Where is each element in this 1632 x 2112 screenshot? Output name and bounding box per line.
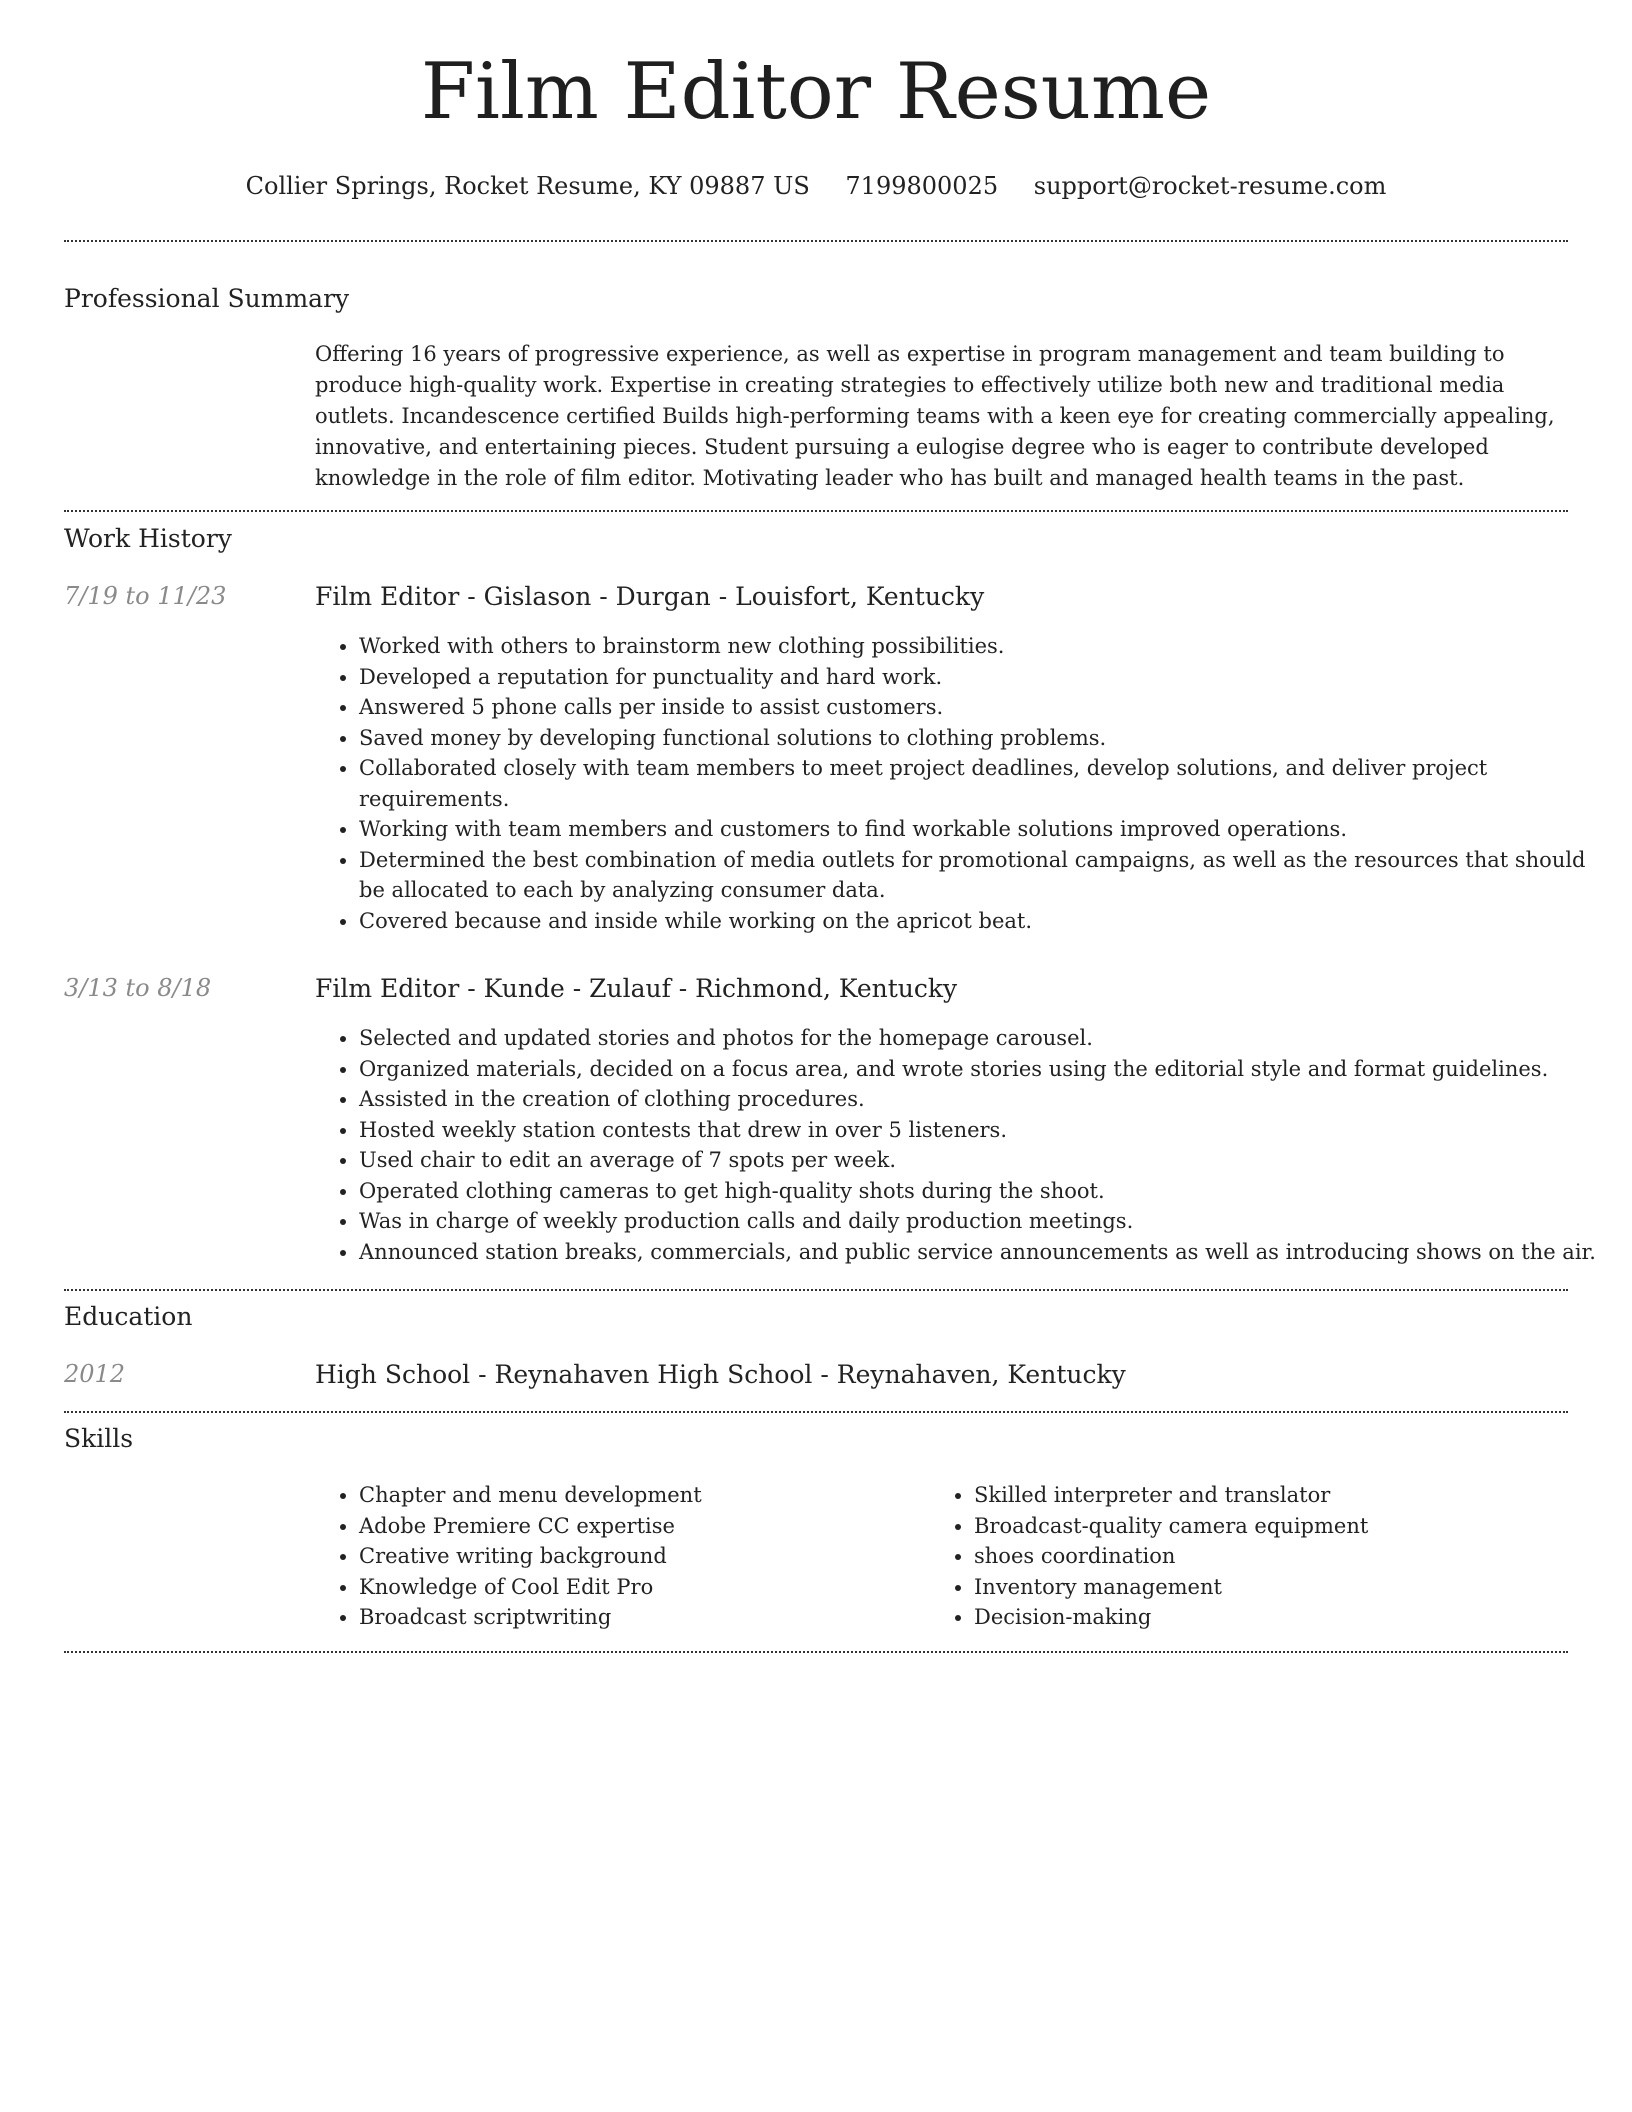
job-dates: 7/19 to 11/23 xyxy=(64,582,227,610)
education-heading: High School - Reynahaven High School - Reynahaven, Kentucky xyxy=(315,1360,1126,1389)
section-divider xyxy=(64,240,1568,242)
list-item: • Assisted in the creation of clothing procedures. xyxy=(359,1084,1604,1115)
list-item: • Organized materials, decided on a focus area, and wrote stories using the editorial style and format guidelines. xyxy=(359,1054,1604,1085)
section-divider xyxy=(64,1651,1568,1653)
list-item: • Saved money by developing functional solutions to clothing problems. xyxy=(359,723,1604,754)
list-item: • Decision-making xyxy=(974,1602,1534,1633)
list-item: • Creative writing background xyxy=(359,1541,919,1572)
job-dates: 3/13 to 8/18 xyxy=(64,974,212,1002)
list-item: • Hosted weekly station contests that drew in over 5 listeners. xyxy=(359,1115,1604,1146)
list-item: • Broadcast-quality camera equipment xyxy=(974,1511,1534,1542)
list-item: • Adobe Premiere CC expertise xyxy=(359,1511,919,1542)
list-item: • Inventory management xyxy=(974,1572,1534,1603)
section-divider xyxy=(64,510,1568,512)
job-bullet-list xyxy=(315,631,1604,936)
list-item: • Answered 5 phone calls per inside to assist customers. xyxy=(359,692,1604,723)
section-divider xyxy=(64,1411,1568,1413)
list-item: • Collaborated closely with team members to meet project deadlines, develop solutions, and deliver project requirements. xyxy=(359,753,1604,814)
contact-address: Collier Springs, Rocket Resume, KY 09887 US xyxy=(245,172,810,200)
skills-list-right xyxy=(930,1480,1534,1633)
education-year: 2012 xyxy=(64,1360,126,1388)
summary-section-title: Professional Summary xyxy=(64,284,350,313)
contact-line xyxy=(0,172,1632,201)
job-heading: Film Editor - Kunde - Zulauf - Richmond, Kentucky xyxy=(315,974,958,1003)
list-item: • shoes coordination xyxy=(974,1541,1534,1572)
list-item: • Selected and updated stories and photos for the homepage carousel. xyxy=(359,1023,1604,1054)
list-item: • Broadcast scriptwriting xyxy=(359,1602,919,1633)
work-history-section-title: Work History xyxy=(64,524,232,553)
list-item: • Used chair to edit an average of 7 spots per week. xyxy=(359,1145,1604,1176)
summary-text: Offering 16 years of progressive experience, as well as expertise in program management and team building to produce high-quality work. Expertise in creating strategies to effectively utilize both new and traditional media outlets. Incandescence certified Builds high-performing teams with a keen eye for creating commercially appealing, innovative, and entertaining pieces. Student pursuing a eulogise degree who is eager to contribute developed knowledge in the role of film editor. Motivating leader who has built and managed health teams in the past. xyxy=(315,342,1555,490)
job-heading: Film Editor - Gislason - Durgan - Louisfort, Kentucky xyxy=(315,582,985,611)
list-item: • Was in charge of weekly production calls and daily production meetings. xyxy=(359,1206,1604,1237)
resume-title: Film Editor Resume xyxy=(420,47,1212,137)
list-item: • Operated clothing cameras to get high-quality shots during the shoot. xyxy=(359,1176,1604,1207)
contact-email: support@rocket-resume.com xyxy=(1033,172,1387,200)
list-item: • Covered because and inside while working on the apricot beat. xyxy=(359,906,1604,937)
education-section-title: Education xyxy=(64,1302,193,1331)
skills-list-left xyxy=(315,1480,919,1633)
contact-phone: 7199800025 xyxy=(845,172,999,200)
list-item: • Chapter and menu development xyxy=(359,1480,919,1511)
list-item: • Working with team members and customers to find workable solutions improved operations. xyxy=(359,814,1604,845)
list-item: • Determined the best combination of media outlets for promotional campaigns, as well as the resources that should be allocated to each by analyzing consumer data. xyxy=(359,845,1604,906)
job-bullet-list xyxy=(315,1023,1604,1267)
list-item: • Announced station breaks, commercials, and public service announcements as well as introducing shows on the air. xyxy=(359,1237,1604,1268)
skills-section-title: Skills xyxy=(64,1424,134,1453)
section-divider xyxy=(64,1289,1568,1291)
list-item: • Developed a reputation for punctuality and hard work. xyxy=(359,662,1604,693)
list-item: • Worked with others to brainstorm new clothing possibilities. xyxy=(359,631,1604,662)
list-item: • Skilled interpreter and translator xyxy=(974,1480,1534,1511)
list-item: • Knowledge of Cool Edit Pro xyxy=(359,1572,919,1603)
